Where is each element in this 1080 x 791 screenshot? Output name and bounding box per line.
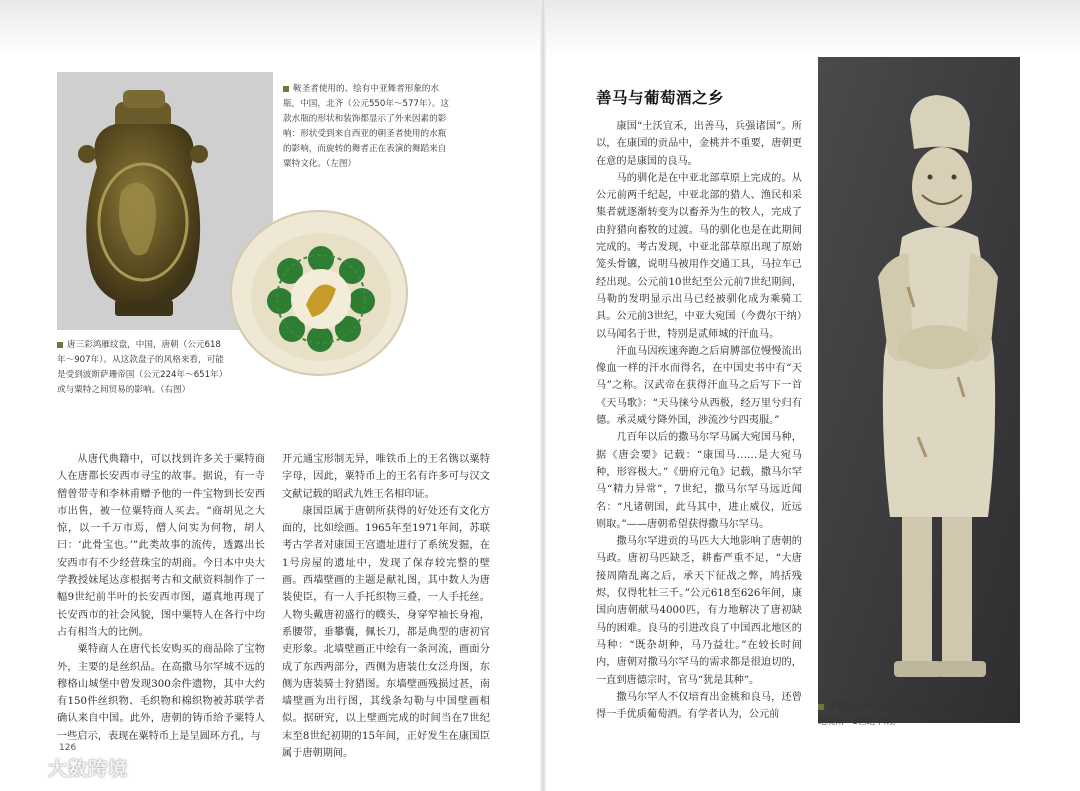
caption-marker bbox=[57, 342, 63, 348]
paragraph: 撒马尔罕进贡的马匹大大地影响了唐朝的马政。唐初马匹缺乏，耕畜严重不足，“大唐接周隋乱离之后，承天下征战之弊，鸠括残烬，仅得牝牡三千。”公元618至626年间，康国向唐朝献马4000匹，有力地解决了唐初缺马的困难。良马的引进改良了中国西北地区的马种：“既杂胡种，马乃益壮。”在较长时间内，唐朝对撒马尔罕马的需求都是很迫切的，一直到唐德宗时，官马“犹是其种”。 bbox=[596, 536, 802, 686]
caption-marker bbox=[818, 704, 824, 710]
dish-caption-text: 唐三彩鸿雁纹盘，中国，唐朝（公元618年～907年）。从这款盘子的风格来看，可能是受到波斯萨珊帝国（公元224年～651年）或与粟特之间贸易的影响。（右图） bbox=[57, 340, 224, 395]
paragraph: 开元通宝形制无异，唯铁币上的王名镌以粟特字母，因此，粟特币上的王名有许多可与汉文文献记载的昭武九姓王名相印证。 bbox=[282, 454, 490, 500]
page-fold bbox=[540, 0, 546, 791]
caption-marker bbox=[283, 86, 289, 92]
right-column bbox=[596, 118, 802, 723]
section-heading: 善马与葡萄酒之乡 bbox=[596, 88, 725, 107]
dish-caption bbox=[57, 338, 225, 398]
watermark-text: 大数跨境 bbox=[48, 758, 129, 780]
watermark-logo-icon bbox=[8, 756, 48, 780]
figurine-caption-text: 穿着宽大袍衣的粟特人俑，中国，北齐，公元7世纪晚期～8世纪早期。 bbox=[818, 702, 1014, 727]
figurine-caption bbox=[818, 700, 1018, 730]
flask-caption bbox=[283, 82, 453, 172]
paragraph: 马的驯化是在中亚北部草原上完成的。从公元前两千纪起，中亚北部的猎人、渔民和采集者就逐渐转变为以畜养为生的牧人，完成了由狩猎向畜牧的过渡。马的驯化也是在此期间完成的。考古发现，中亚北部草原出现了原始笼头骨镳，说明马被用作交通工具，马拉车已经出现。公元前10世纪至公元前7世纪期间，马勒的发明显示出马已经被驯化成为乘骑工具。公元前3世纪，中亚大宛国（今费尔干纳）以马闻名于世，特别是贰师城的汗血马。 bbox=[596, 172, 802, 340]
dish-photo bbox=[228, 205, 410, 377]
flask-caption-text: 鞍圣者使用的、绘有中亚舞者形象的水瓶，中国，北齐（公元550年～577年）。这款水瓶的形状和装饰都显示了外来因素的影响：形状受到来自西亚的朝圣者使用的水瓶的影响，而旋转的舞者正在表演的舞蹈来自粟特文化。（左图） bbox=[283, 84, 450, 169]
figurine-photo bbox=[818, 57, 1020, 723]
paragraph: 撒马尔罕人不仅培育出金桃和良马，还曾得一手优质葡萄酒。有学者认为，公元前 bbox=[596, 691, 802, 721]
paragraph: 几百年以后的撒马尔罕马属大宛国马种，据《唐会要》记载：“康国马……是大宛马种，形容极大。”《册府元龟》记载，撒马尔罕马“精力异常”，7世纪，撒马尔罕马远近闻名：“凡诸朝国，此马其中，进止威仪，近远则取。”——唐朝希望获得撒马尔罕马。 bbox=[596, 432, 802, 530]
paragraph: 汗血马因疾速奔跑之后肩膊部位慢慢流出像血一样的汗水而得名，在中国史书中有“天马”之称。汉武帝在获得汗血马之后写下一首《天马歌》：“天马徕兮从西极，经万里兮归有德。承灵威兮降外国，涉流沙兮四夷服。” bbox=[596, 345, 802, 427]
paragraph: 康国臣属于唐朝所获得的好处还有文化方面的，比如绘画。1965年至1971年间，苏联考古学者对康国王宫遗址进行了系统发掘，在1号房屋的遗址中，发现了保存较完整的壁画。西墙壁画的主题是献礼图，其中数人为唐装使臣，有一人手托织物三叠，一人手托丝。人物头戴唐初盛行的幞头，身穿窄袖长身袍，系腰带，垂攀囊，佩长刀，都是典型的唐初官吏形象。北墙壁画正中绘有一条河流，画面分成了东西两部分，西侧为唐装仕女泛舟图，东侧为唐装骑士狩猎图。东墙壁画残损过甚，南墙壁画为出行图，其线条勾勒与中国壁画相似。据研究，以上壁画完成的时间当在7世纪末至8世纪初期的15年间，正好发生在康国臣属于唐朝期间。 bbox=[282, 505, 490, 760]
paragraph: 从唐代典籍中，可以找到许多关于粟特商人在唐都长安西市寻宝的故事。据说，有一寺僧曾带寺和李林甫赠予他的一件宝物到长安西市出售，被一位粟特商人买去。“商胡见之大惊，以一千万市焉，僧人问实为何物，胡人曰：‘此骨宝也。’”此类故事的流传，透露出长安西市有不少经营珠宝的胡商。今日本中央大学教授妹尾达彦根据考古和文献资料制作了一幅9世纪前半叶的长安西市图，逼真地再现了长安西市的社会风貌，图中粟特人在各行中均占有相当大的比例。 bbox=[57, 454, 265, 638]
left-column-1 bbox=[57, 451, 265, 745]
left-column-2 bbox=[282, 451, 490, 762]
paragraph: 粟特商人在唐代长安购买的商品除了宝物外，主要的是丝织品。在高撒马尔罕城不远的穆格山城堡中曾发现300余件遗物，其中大约有150件丝织物、毛织物和棉织物被苏联学者确认来自中国。此外，唐朝的铸币给予粟特人一些启示，表现在粟特币上是呈圆环方孔，与 bbox=[57, 644, 265, 742]
paragraph: 康国“土沃宜禾，出善马，兵强诸国”。所以，在康国的贡品中，金桃并不重要，唐朝更在意的是康国的良马。 bbox=[596, 121, 802, 167]
page-number: 126 bbox=[59, 743, 77, 753]
